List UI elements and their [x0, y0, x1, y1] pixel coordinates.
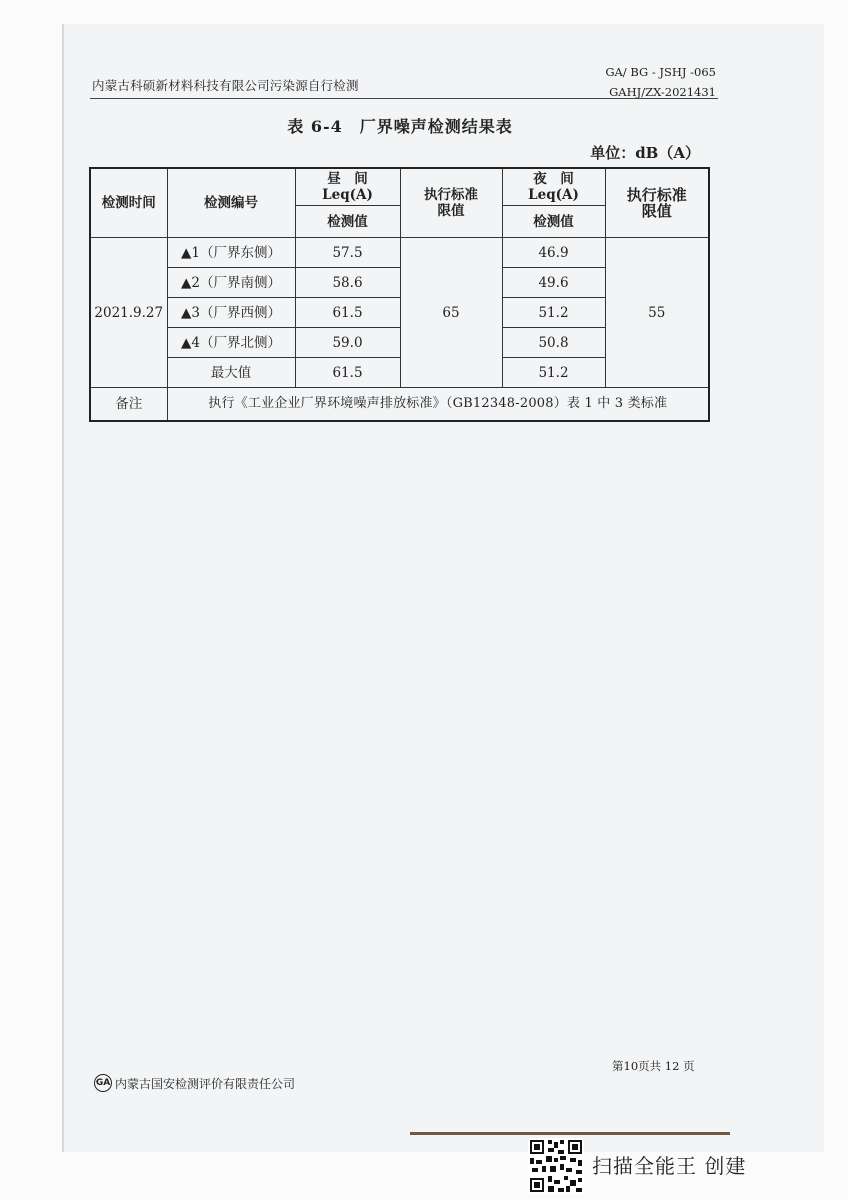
- page-number: 第10页共 12 页: [612, 1059, 695, 1073]
- doc-code-2: GAHJ/ZX-2021431: [609, 85, 716, 99]
- header-day-value: 检测值: [295, 206, 400, 238]
- bottom-rule: [410, 1132, 730, 1135]
- header-divider: [90, 98, 718, 99]
- header-night-label: 夜 间: [533, 171, 574, 187]
- noise-results-table: [89, 167, 710, 422]
- header-night-leq: Leq(A): [528, 187, 579, 203]
- company-logo-icon: GA: [94, 1074, 112, 1092]
- header-day-label: 昼 间: [327, 171, 368, 187]
- remark-text: 执行《工业企业厂界环境噪声排放标准》（GB12348-2008）表 1 中 3 类标准: [167, 388, 709, 422]
- cell-day-value: 61.5: [295, 358, 400, 388]
- header-night-value: 检测值: [502, 206, 605, 238]
- cell-night-value: 46.9: [502, 238, 605, 268]
- header-doc-codes: [596, 62, 716, 102]
- footer-org-name: 内蒙古国安检测评价有限责任公司: [115, 1076, 296, 1091]
- cell-day-value: 61.5: [295, 298, 400, 328]
- cell-id: ▲1（厂界东侧）: [167, 238, 295, 268]
- cell-day-value: 58.6: [295, 268, 400, 298]
- scanner-watermark: 扫描全能王 创建: [592, 1154, 747, 1178]
- cell-id: ▲4（厂界北侧）: [167, 328, 295, 358]
- header-day: [295, 168, 400, 206]
- cell-night-limit: 55: [605, 238, 709, 388]
- cell-id: ▲3（厂界西侧）: [167, 298, 295, 328]
- remark-label: 备注: [90, 388, 167, 422]
- cell-date: 2021.9.27: [90, 238, 167, 388]
- table-unit: 单位：dB（A）: [590, 144, 700, 162]
- cell-night-value: 50.8: [502, 328, 605, 358]
- table-row: [90, 238, 709, 268]
- header-time: 检测时间: [90, 168, 167, 238]
- table-title: 表 6-4 厂界噪声检测结果表: [287, 117, 513, 136]
- header-night: [502, 168, 605, 206]
- header-std-limit: 执行标准限值: [400, 168, 502, 238]
- cell-night-value: 49.6: [502, 268, 605, 298]
- footer-org: [94, 1074, 295, 1092]
- doc-code-1: GA/ BG - JSHJ -065: [605, 65, 716, 79]
- cell-day-value: 57.5: [295, 238, 400, 268]
- qr-code-icon: [528, 1138, 584, 1194]
- header-company: 内蒙古科硕新材料科技有限公司污染源自行检测: [92, 78, 359, 93]
- cell-night-value: 51.2: [502, 298, 605, 328]
- cell-night-value: 51.2: [502, 358, 605, 388]
- cell-id: 最大值: [167, 358, 295, 388]
- cell-id: ▲2（厂界南侧）: [167, 268, 295, 298]
- header-day-leq: Leq(A): [322, 187, 373, 203]
- cell-day-limit: 65: [400, 238, 502, 388]
- header-std-limit-2: 执行标准限值: [605, 168, 709, 238]
- header-id: 检测编号: [167, 168, 295, 238]
- cell-day-value: 59.0: [295, 328, 400, 358]
